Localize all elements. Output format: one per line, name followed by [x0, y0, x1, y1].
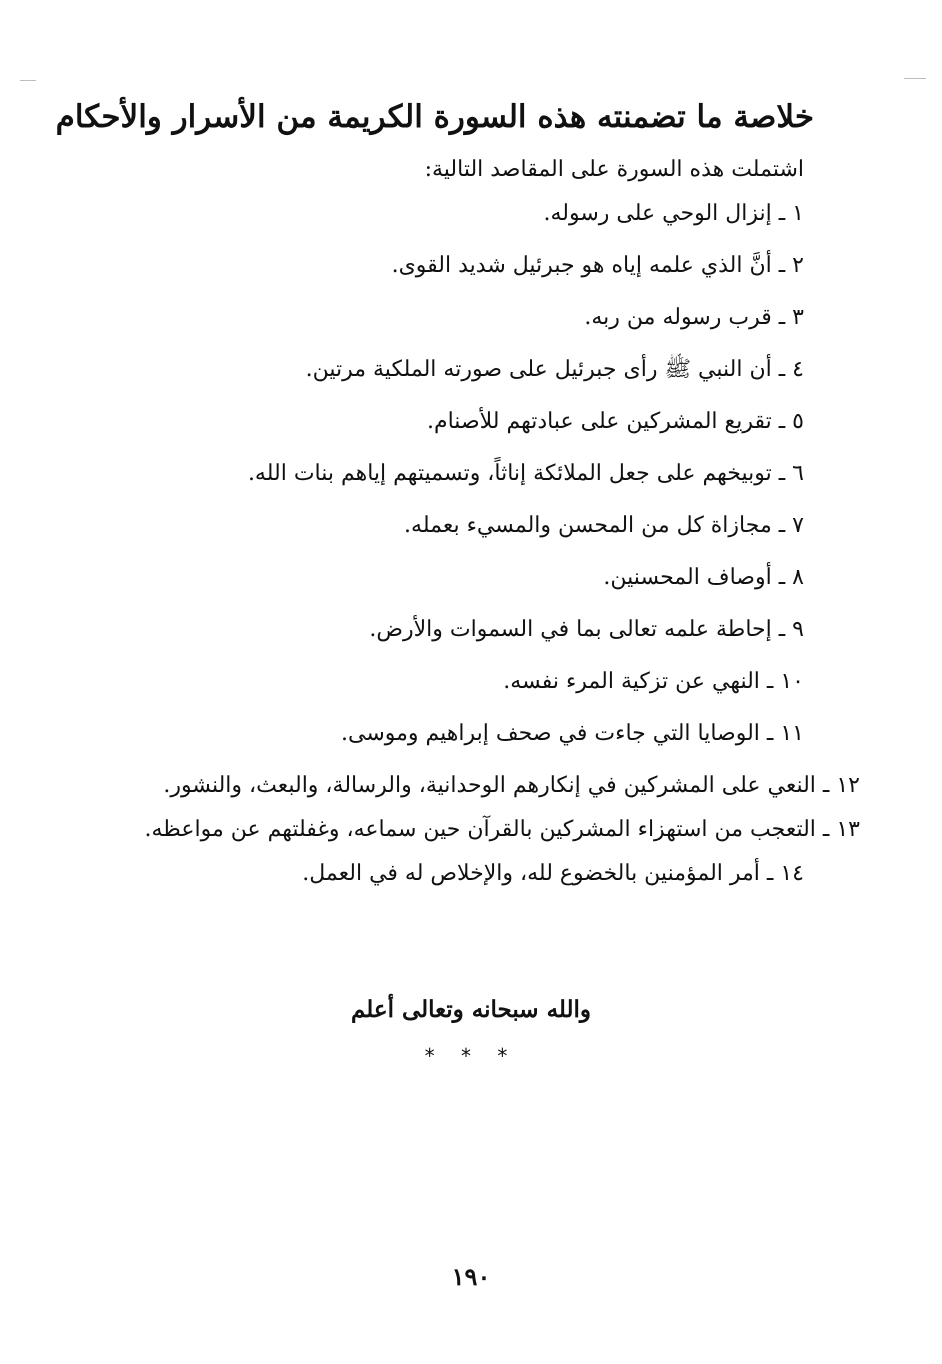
list-item: ٦ ـ توبيخهم على جعل الملائكة إناثاً، وتسميتهم إياهم بنات الله.	[247, 461, 804, 486]
item-text: أوصاف المحسنين.	[603, 565, 772, 590]
item-text: أنَّ الذي علمه إياه هو جبرئيل شديد القوى.	[391, 253, 772, 278]
item-number: ٦	[792, 461, 804, 486]
item-number: ١٣	[836, 817, 860, 842]
list-item: ١ ـ إنزال الوحي على رسوله.	[543, 201, 804, 226]
item-number: ١٤	[780, 861, 804, 886]
item-text: إنزال الوحي على رسوله.	[543, 201, 772, 226]
list-item: ١٠ ـ النهي عن تزكية المرء نفسه.	[503, 669, 804, 694]
item-number: ٩	[792, 617, 804, 642]
section-separator: * * *	[424, 1044, 518, 1068]
page-title: خلاصة ما تضمنته هذه السورة الكريمة من الأسرار والأحكام	[55, 99, 814, 135]
item-number: ١٠	[780, 669, 804, 694]
item-number: ١	[792, 201, 804, 226]
list-item: ١٤ ـ أمر المؤمنين بالخضوع لله، والإخلاص له في العمل.	[302, 861, 804, 886]
item-text: النهي عن تزكية المرء نفسه.	[503, 669, 760, 694]
item-text: أن النبي ﷺ رأى جبرئيل على صورته الملكية مرتين.	[305, 357, 772, 382]
list-item: ١١ ـ الوصايا التي جاءت في صحف إبراهيم وموسى.	[341, 721, 804, 746]
list-item: ٩ ـ إحاطة علمه تعالى بما في السموات والأرض.	[369, 617, 804, 642]
list-item: ٢ ـ أنَّ الذي علمه إياه هو جبرئيل شديد القوى.	[391, 253, 804, 278]
item-text: توبيخهم على جعل الملائكة إناثاً، وتسميتهم إياهم بنات الله.	[247, 461, 772, 486]
item-text: مجازاة كل من المحسن والمسيء بعمله.	[404, 513, 772, 538]
scan-speck	[20, 80, 36, 81]
closing-phrase: والله سبحانه وتعالى أعلم	[350, 996, 592, 1023]
item-number: ٨	[792, 565, 804, 590]
list-item: ١٢ ـ النعي على المشركين في إنكارهم الوحدانية، والرسالة، والبعث، والنشور.	[163, 773, 860, 798]
item-text: قرب رسوله من ربه.	[584, 305, 772, 330]
list-item: ٨ ـ أوصاف المحسنين.	[603, 565, 804, 590]
item-text: تقريع المشركين على عبادتهم للأصنام.	[426, 409, 772, 434]
item-number: ٤	[792, 357, 804, 382]
item-number: ٧	[792, 513, 804, 538]
item-text: أمر المؤمنين بالخضوع لله، والإخلاص له في العمل.	[302, 861, 760, 886]
list-item: ٥ ـ تقريع المشركين على عبادتهم للأصنام.	[426, 409, 804, 434]
item-number: ١١	[780, 721, 804, 746]
item-number: ٢	[792, 253, 804, 278]
list-item: ٤ ـ أن النبي ﷺ رأى جبرئيل على صورته الملكية مرتين.	[305, 357, 804, 382]
item-number: ٥	[792, 409, 804, 434]
list-item: ٧ ـ مجازاة كل من المحسن والمسيء بعمله.	[404, 513, 804, 538]
item-text: التعجب من استهزاء المشركين بالقرآن حين سماعه، وغفلتهم عن مواعظه.	[144, 817, 816, 842]
list-item: ١٣ ـ التعجب من استهزاء المشركين بالقرآن حين سماعه، وغفلتهم عن مواعظه.	[144, 817, 860, 842]
item-text: الوصايا التي جاءت في صحف إبراهيم وموسى.	[341, 721, 760, 746]
intro-text: اشتملت هذه السورة على المقاصد التالية:	[424, 157, 804, 182]
page-number: ١٩٠	[451, 1262, 491, 1291]
item-text: إحاطة علمه تعالى بما في السموات والأرض.	[369, 617, 772, 642]
list-item: ٣ ـ قرب رسوله من ربه.	[584, 305, 804, 330]
objectives-list	[114, 196, 860, 908]
item-number: ١٢	[836, 773, 860, 798]
item-text: النعي على المشركين في إنكارهم الوحدانية، والرسالة، والبعث، والنشور.	[163, 773, 816, 798]
item-number: ٣	[792, 305, 804, 330]
scan-speck	[904, 78, 926, 79]
